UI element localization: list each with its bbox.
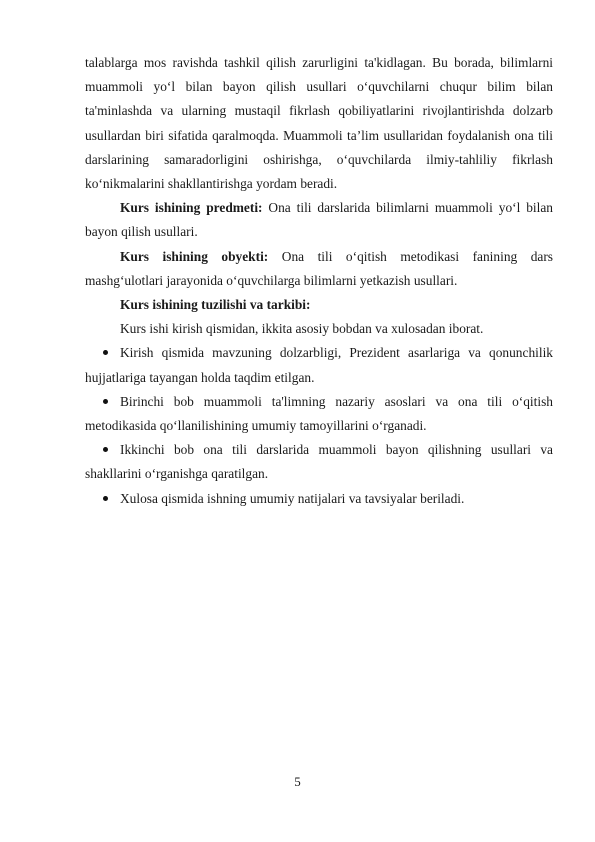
bullet-text: Birinchi bob muammoli ta'limning nazariy asoslari va ona tili o‘qitish metodikasida qo‘llanilishining umumiy tamoyillarini o‘rganadi. (85, 393, 553, 434)
object-paragraph (85, 245, 553, 293)
bullet-text: Kirish qismida mavzuning dolzarbligi, Prezident asarlariga va qonunchilik hujjatlariga tayangan holda taqdim etilgan. (85, 345, 553, 385)
bullet-text: Ikkinchi bob ona tili darslarida muammoli bayon qilishning usullari va shakllarini o‘rganishga qaratilgan. (85, 442, 553, 482)
document-page (85, 51, 553, 511)
bullet-icon (103, 350, 108, 355)
bullet-icon (103, 496, 108, 501)
intro-paragraph: talablarga mos ravishda tashkil qilish zarurligini ta'kidlagan. Bu borada, bilimlarni muammoli yo‘l bilan bayon qilish usullari o‘quvchilarni chuqur bilim bilan ta'minlashda va ularning mustaqil fikrlash qobiliyatlarini rivojlantirishda dolzarb usullardan biri sifatida qaralmoqda. Muammoli ta’lim usullaridan foydalanish ona tili darslarining samaradorligini oshirishga, o‘quvchilarda ilmiy-tahliliy fikrlash ko‘nikmalarini shakllantirishga yordam beradi. (85, 55, 553, 192)
bullet-item-chapter-one (85, 390, 553, 438)
structure-intro: Kurs ishi kirish qismidan, ikkita asosiy bobdan va xulosadan iborat. (120, 321, 484, 337)
object-text: Ona tili o‘qitish metodikasi fanining dars mashg‘ulotlari jarayonida o‘quvchilarga bilimlarni yetkazish usullari. (85, 248, 554, 288)
bullet-text: Xulosa qismida ishning umumiy natijalari va tavsiyalar beriladi. (120, 490, 465, 506)
page-number: 5 (294, 774, 301, 789)
bullet-item-conclusion (85, 487, 553, 511)
bullet-icon (103, 447, 108, 452)
bullet-item-introduction (85, 341, 553, 389)
bullet-icon (103, 399, 108, 404)
object-label: Kurs ishining obyekti: (120, 248, 269, 264)
subject-label: Kurs ishining predmeti: (120, 200, 263, 216)
subject-text: Ona tili darslarida bilimlarni muammoli yo‘l bilan bayon qilish usullari. (85, 200, 553, 240)
structure-heading: Kurs ishining tuzilishi va tarkibi: (120, 297, 311, 313)
subject-paragraph (85, 196, 553, 244)
bullet-item-chapter-two (85, 438, 553, 486)
